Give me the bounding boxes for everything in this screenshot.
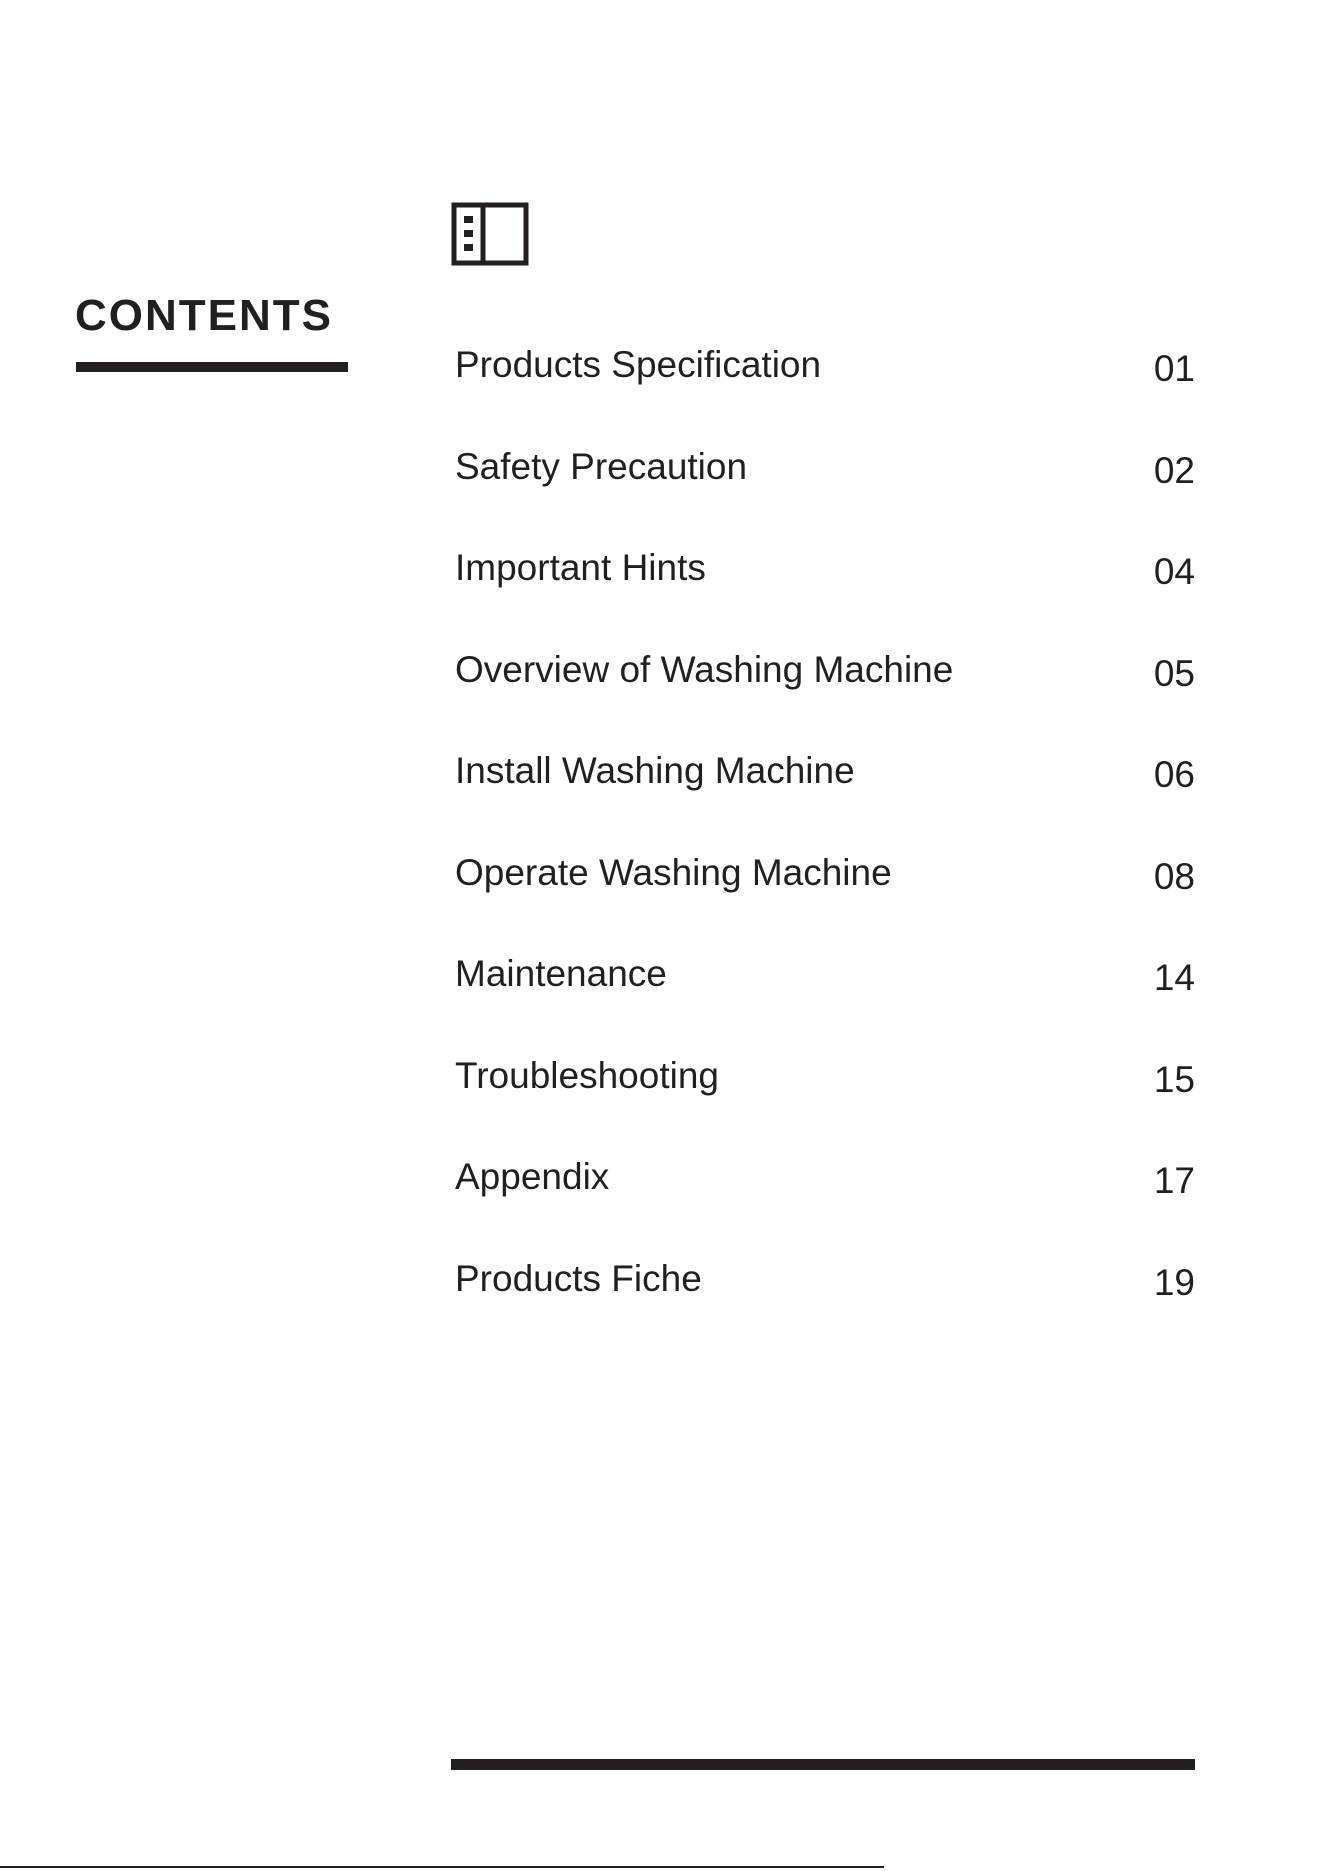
toc-entry-page: 01 [1153,348,1195,389]
toc-entry-title: Troubleshooting [455,1054,719,1096]
toc-entry-page: 17 [1153,1160,1195,1201]
toc-entry-page: 15 [1153,1058,1195,1100]
toc-entry-maintenance[interactable] [455,952,1195,1054]
book-icon [451,202,529,266]
toc-entry-safety-precaution[interactable] [455,445,1195,547]
toc-entry-install[interactable] [455,749,1195,851]
toc-entry-page: 04 [1153,551,1195,592]
toc-entry-title: Products Fiche [455,1257,702,1299]
toc-entry-title: Appendix [455,1156,610,1197]
toc-entry-page: 02 [1153,449,1195,491]
toc-entry-title: Products Specification [455,344,822,385]
toc-entry-page: 08 [1153,855,1195,897]
toc-entry-title: Important Hints [455,547,706,588]
toc-entry-title: Maintenance [455,953,667,994]
toc-entry-operate[interactable] [455,851,1195,953]
toc-entry-page: 19 [1153,1261,1195,1303]
toc-entry-page: 14 [1153,957,1195,998]
page-title: CONTENTS [75,291,333,340]
heading-underline [76,362,348,372]
toc-entry-products-fiche[interactable] [455,1257,1195,1359]
toc-entry-important-hints[interactable] [455,546,1195,648]
toc-entry-page: 05 [1153,652,1195,694]
toc-entry-title: Safety Precaution [455,445,748,487]
table-of-contents [455,343,1195,1358]
toc-entry-title: Operate Washing Machine [455,851,892,893]
toc-entry-appendix[interactable] [455,1155,1195,1257]
footer-rule [0,1866,884,1868]
bottom-divider [451,1759,1195,1770]
toc-entry-page: 06 [1153,754,1195,795]
toc-entry-title: Overview of Washing Machine [455,648,954,690]
toc-entry-products-specification[interactable] [455,343,1195,445]
toc-entry-title: Install Washing Machine [455,750,855,791]
toc-entry-overview[interactable] [455,648,1195,750]
toc-entry-troubleshooting[interactable] [455,1054,1195,1156]
